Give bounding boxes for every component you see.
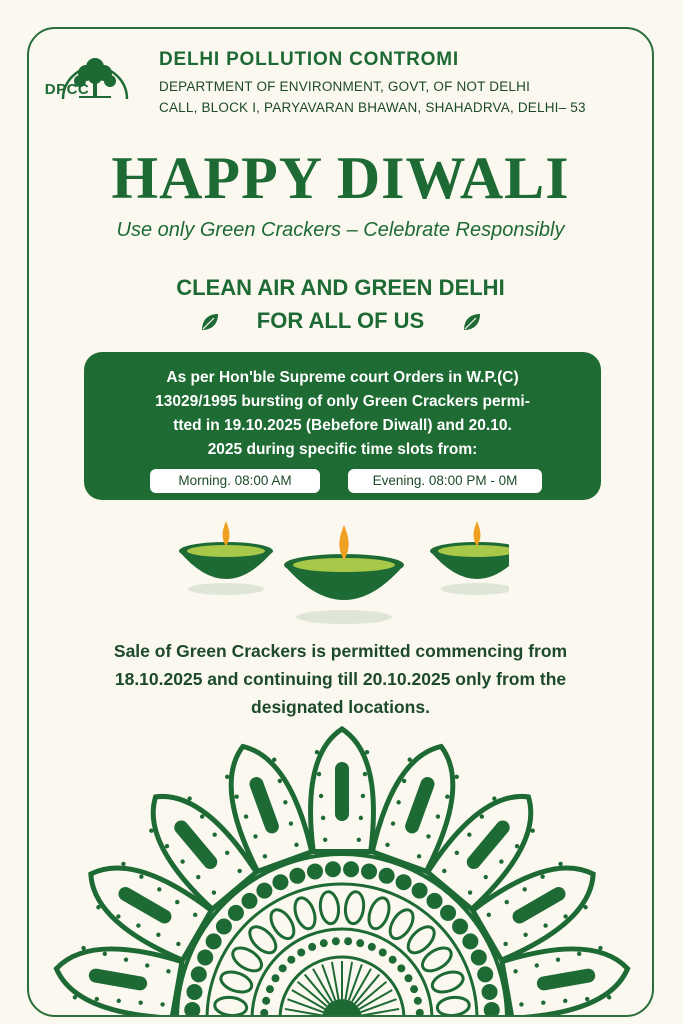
address-line: CALL, BLOCK I, PARYAVARAN BHAWAN, SHAHADRVA, DELHI– 53 [159, 100, 586, 115]
mandala-ornament [29, 719, 654, 1017]
logo-text: DPCC [44, 81, 90, 98]
notice-line: tted in 19.10.2025 (Bebefore Diwall) and 20.10. [173, 417, 512, 434]
diya-icon [430, 521, 509, 595]
sale-line: designated locations. [251, 697, 430, 717]
morning-slot-badge: Morning. 08:00 AM [150, 469, 320, 493]
leaf-icon [461, 311, 483, 333]
org-name: DELHI POLLUTION CONTROMI [159, 49, 459, 70]
supreme-court-notice [84, 352, 601, 500]
notice-line: 13029/1995 bursting of only Green Crackers permi- [155, 393, 530, 410]
notice-line: As per Hon'ble Supreme court Orders in W.P.(C) [166, 369, 519, 386]
sale-line: Sale of Green Crackers is permitted commencing from [113, 641, 568, 661]
diya-icon [284, 525, 404, 624]
subtitle: Use only Green Crackers – Celebrate Responsibly [116, 219, 565, 241]
poster-frame [27, 27, 654, 1017]
sale-line: 18.10.2025 and continuing till 20.10.2025 only from the [114, 669, 567, 689]
diyas-illustration [179, 517, 509, 627]
clean-air-line-1: CLEAN AIR AND GREEN DELHI [176, 275, 505, 300]
evening-slot-badge: Evening. 08:00 PM - 0M [348, 469, 542, 493]
notice-line: 2025 during specific time slots from: [207, 441, 478, 458]
department-line: DEPARTMENT OF ENVIRONMENT, GOVT, OF NOT DELHI [159, 79, 531, 94]
diya-icon [179, 521, 273, 595]
notice-text [104, 366, 581, 462]
leaf-icon [199, 311, 221, 333]
sale-notice [29, 637, 652, 721]
page-title: HAPPY DIWALI [111, 145, 570, 211]
clean-air-line-2: FOR ALL OF US [256, 308, 425, 333]
